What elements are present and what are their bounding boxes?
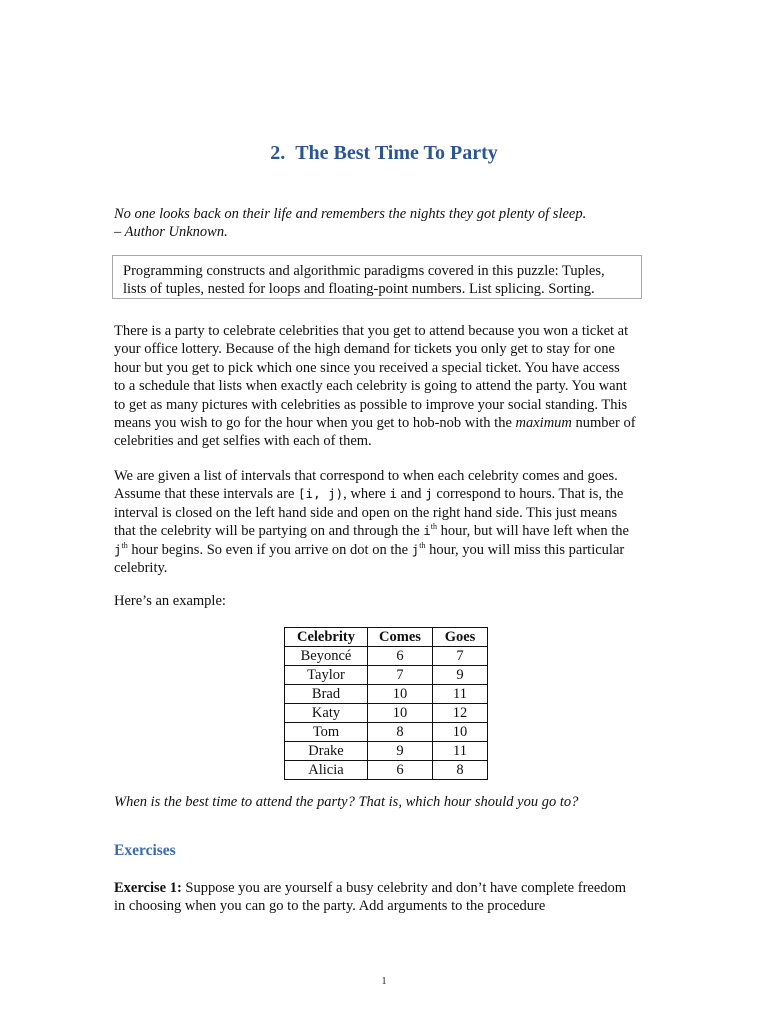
intervals-paragraph: [114, 467, 674, 577]
table-cell: Drake: [285, 742, 368, 761]
paragraph-line: $j^{th}$ hour begins. So even if you arrive on dot on the $j^{th}$ hour, you will miss this particular: [114, 540, 625, 558]
column-header-celebrity: Celebrity: [285, 628, 368, 647]
table-cell: 11: [433, 685, 488, 704]
table-row: [285, 647, 488, 666]
table-cell: 7: [368, 666, 433, 685]
epigraph-author: – Author Unknown.: [114, 224, 228, 240]
table-cell: Alicia: [285, 761, 368, 780]
table-cell: 6: [368, 647, 433, 666]
table-cell: Tom: [285, 723, 368, 742]
table-cell: 11: [433, 742, 488, 761]
page-number: 1: [381, 976, 387, 987]
table-row: [285, 685, 488, 704]
paragraph-line: celebrities and get selfies with each of them.: [114, 433, 372, 450]
paragraph-line: that the celebrity will be partying on and through the $i^{th}$ hour, but will have left when the: [114, 522, 629, 540]
code-i: i: [423, 523, 431, 539]
table-cell: Brad: [285, 685, 368, 704]
exercise-1: Exercise 1: Suppose you are yourself a busy celebrity and don’t have complete freedom in choosing when you can go to the party. Add arguments to the procedure: [114, 879, 674, 916]
exercises-heading: Exercises: [114, 842, 176, 859]
paragraph-line: means you wish to go for the hour when you get to hob-nob with the maximum number of: [114, 415, 636, 432]
table-cell: 7: [433, 647, 488, 666]
paragraph-line: to get as many pictures with celebrities as possible to improve your social standing. This: [114, 396, 628, 413]
table-row: [285, 761, 488, 780]
table-row: [285, 666, 488, 685]
epigraph: [114, 205, 674, 241]
chapter-number: 2.: [270, 142, 286, 164]
celebrity-schedule-table: [284, 627, 488, 780]
table-cell: Taylor: [285, 666, 368, 685]
table-cell: 8: [368, 723, 433, 742]
table-cell: 8: [433, 761, 488, 780]
column-header-goes: Goes: [433, 628, 488, 647]
table-cell: 12: [433, 704, 488, 723]
paragraph-line: interval is closed on the left hand side and open on the right hand side. This just means: [114, 504, 618, 521]
paragraph-line: to a schedule that lists when exactly each celebrity is going to attend the party. You want: [114, 378, 627, 395]
topics-line-1: Programming constructs and algorithmic paradigms covered in this puzzle: Tuples,: [123, 263, 605, 279]
exercise-1-label: Exercise 1:: [114, 880, 182, 896]
table-cell: 9: [433, 666, 488, 685]
question-text: When is the best time to attend the party? That is, which hour should you go to?: [114, 794, 579, 810]
code-j: j: [114, 541, 122, 557]
emphasis-maximum: maximum: [515, 415, 572, 432]
epigraph-quote: No one looks back on their life and remembers the nights they got plenty of sleep.: [114, 206, 587, 222]
table-cell: Katy: [285, 704, 368, 723]
code-i: i: [389, 486, 397, 502]
paragraph-line: your office lottery. Because of the high demand for tickets you only get to stay for one: [114, 341, 615, 358]
code-j: j: [411, 541, 420, 557]
table-cell: 10: [368, 704, 433, 723]
paragraph-line: celebrity.: [114, 560, 168, 577]
code-interval: [i, j): [298, 486, 344, 502]
table-cell: 10: [433, 723, 488, 742]
paragraph-line: Assume that these intervals are [i, j), where i and j correspond to hours. That is, the: [114, 486, 624, 503]
table-header-row: [285, 628, 488, 647]
topics-line-2: lists of tuples, nested for loops and floating-point numbers. List splicing. Sorting.: [123, 281, 595, 297]
table-cell: 6: [368, 761, 433, 780]
table-cell: 9: [368, 742, 433, 761]
table-cell: 10: [368, 685, 433, 704]
table-row: [285, 742, 488, 761]
table-row: [285, 723, 488, 742]
intro-paragraph: [114, 322, 674, 451]
column-header-comes: Comes: [368, 628, 433, 647]
paragraph-line: hour but you get to pick which one since you received a special ticket. You have access: [114, 359, 620, 376]
topics-box: [112, 255, 642, 299]
table-row: [285, 704, 488, 723]
paragraph-line: There is a party to celebrate celebrities that you get to attend because you won a ticket at: [114, 323, 629, 339]
paragraph-line: in choosing when you can go to the party. Add arguments to the procedure: [114, 898, 546, 915]
table-cell: Beyoncé: [285, 647, 368, 666]
chapter-title-text: The Best Time To Party: [295, 142, 498, 164]
paragraph-line: We are given a list of intervals that correspond to when each celebrity comes and goes.: [114, 468, 618, 484]
example-intro: Here’s an example:: [114, 593, 226, 609]
code-j: j: [425, 486, 433, 502]
chapter-title: [0, 142, 768, 165]
